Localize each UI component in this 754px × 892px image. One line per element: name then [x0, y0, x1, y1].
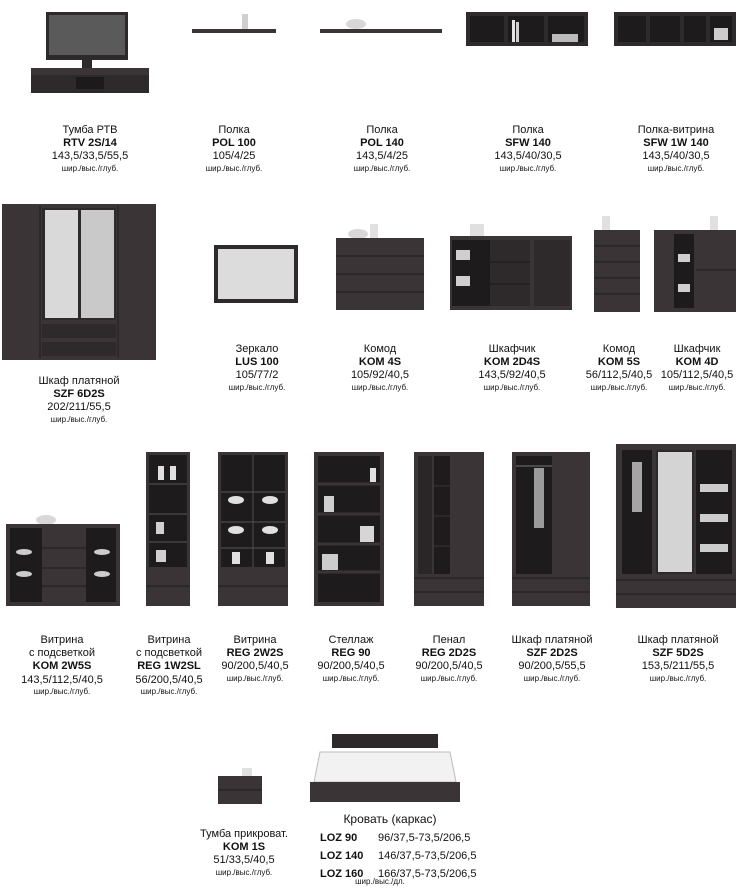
item-dims: 202/211/55,5: [47, 401, 111, 414]
caption-szf5d2s: [622, 634, 734, 683]
caption-reg1w2sl: [126, 634, 212, 696]
item-dims: 90/200,5/55,5: [518, 660, 586, 673]
lus100-mirror-image: [214, 245, 300, 305]
szf6d2s-wardrobe-image: [2, 204, 158, 362]
item-name: Пенал: [432, 634, 466, 646]
bed-title: [300, 812, 480, 826]
item-units: шир./выс./глуб.: [205, 163, 263, 173]
item-code: REG 90: [331, 647, 371, 660]
item-dims: 56/112,5/40,5: [585, 369, 653, 382]
item-units: шир./выс./глуб.: [33, 686, 91, 696]
caption-sfw1w140: [614, 124, 738, 173]
item-units: шир./выс./глуб.: [226, 673, 284, 683]
item-name: Шкаф платяной: [637, 634, 719, 646]
kom4s-dresser-image: [336, 218, 426, 312]
item-units: шир./выс./глуб.: [499, 163, 557, 173]
bed-sizes-table: [320, 829, 476, 883]
item-units: шир./выс./глуб.: [215, 867, 273, 877]
szf2d2s-wardrobe-image: [512, 452, 592, 608]
item-code: SZF 2D2S: [526, 647, 578, 660]
item-units: шир./выс./глуб.: [322, 673, 380, 683]
kom4d-cabinet-image: [654, 214, 738, 314]
item-name: Полка: [218, 124, 250, 136]
item-dims: 143,5/92/40,5: [478, 369, 546, 382]
item-dims: 143,5/112,5/40,5: [21, 673, 103, 686]
item-name: Полка: [512, 124, 544, 136]
item-code: KOM 4D: [675, 356, 719, 369]
bed-dims: 96/37,5-73,5/206,5: [378, 832, 471, 844]
item-dims: 105/77/2: [235, 369, 279, 382]
bed-dims: 146/37,5-73,5/206,5: [378, 850, 477, 862]
item-code: POL 100: [212, 137, 256, 150]
item-units: шир./выс./глуб.: [668, 382, 726, 392]
item-code: REG 2D2S: [421, 647, 477, 660]
caption-pol140: [320, 124, 444, 173]
bed-units-text: шир./выс./дл.: [355, 877, 405, 886]
item-name-line2: с подсветкой: [28, 647, 96, 660]
reg1w2sl-showcase-image: [146, 452, 192, 608]
item-code: LUS 100: [235, 356, 279, 369]
item-name: Витрина: [233, 634, 277, 646]
item-name: Шкаф платяной: [38, 375, 120, 387]
kom2w5s-showcase-image: [6, 512, 122, 608]
item-units: шир./выс./глуб.: [420, 673, 478, 683]
item-dims: 90/200,5/40,5: [221, 660, 289, 673]
caption-sfw140: [466, 124, 590, 173]
item-code: REG 1W2SL: [137, 660, 201, 673]
szf5d2s-wardrobe-image: [616, 444, 738, 610]
caption-kom4s: [320, 343, 440, 392]
item-code: KOM 2D4S: [483, 356, 541, 369]
item-code: REG 2W2S: [226, 647, 284, 660]
item-units: шир./выс./глуб.: [351, 382, 409, 392]
item-code: POL 140: [360, 137, 404, 150]
item-dims: 143,5/4/25: [356, 150, 408, 163]
bed-row: [320, 847, 476, 865]
caption-kom5s: [578, 343, 660, 392]
caption-rtv: [28, 124, 152, 173]
item-dims: 105/4/25: [212, 150, 256, 163]
caption-reg2w2s: [208, 634, 302, 683]
item-units: шир./выс./глуб.: [140, 686, 198, 696]
item-code: SZF 5D2S: [652, 647, 704, 660]
item-name: Шкафчик: [673, 343, 721, 355]
caption-szf2d2s: [500, 634, 604, 683]
item-dims: 56/200,5/40,5: [135, 673, 203, 686]
item-units: шир./выс./глуб.: [353, 163, 411, 173]
caption-reg90: [304, 634, 398, 683]
item-units: шир./выс./глуб.: [50, 414, 108, 424]
bed-dims: 166/37,5-73,5/206,5: [378, 868, 477, 880]
bed-units: [330, 877, 430, 887]
item-units: шир./выс./глуб.: [523, 673, 581, 683]
caption-reg2d2s: [402, 634, 496, 683]
item-units: шир./выс./глуб.: [483, 382, 541, 392]
bed-title-text: Кровать (каркас): [343, 812, 437, 826]
caption-kom4d: [656, 343, 738, 392]
item-code: SFW 140: [505, 137, 551, 150]
sfw1w140-shelf-image: [614, 12, 738, 48]
item-code: KOM 4S: [358, 356, 402, 369]
item-units: шир./выс./глуб.: [61, 163, 119, 173]
item-name: Стеллаж: [328, 634, 374, 646]
bed-code: LOZ 160: [320, 868, 364, 880]
caption-kom1s: [184, 828, 304, 877]
kom2d4s-cabinet-image: [450, 220, 574, 312]
item-name-line2: с подсветкой: [135, 647, 203, 660]
caption-kom2w5s: [4, 634, 120, 696]
item-dims: 90/200,5/40,5: [317, 660, 385, 673]
bed-code: LOZ 140: [320, 850, 364, 862]
bed-row: [320, 829, 476, 847]
item-code: SFW 1W 140: [643, 137, 709, 150]
item-name: Тумба РТВ: [62, 124, 118, 136]
item-units: шир./выс./глуб.: [590, 382, 648, 392]
pol140-shelf-image: [320, 16, 444, 36]
caption-lus100: [198, 343, 316, 392]
item-dims: 153,5/211/55,5: [641, 660, 715, 673]
item-dims: 105/112,5/40,5: [660, 369, 734, 382]
item-dims: 90/200,5/40,5: [415, 660, 483, 673]
caption-szf6d2s: [4, 375, 154, 424]
pol100-shelf-image: [192, 12, 278, 36]
item-name: Комод: [602, 343, 636, 355]
kom5s-dresser-image: [594, 214, 642, 314]
item-name: Витрина: [147, 634, 191, 646]
rtv-tv-stand-image: [28, 10, 152, 100]
item-units: шир./выс./глуб.: [647, 163, 705, 173]
item-dims: 143,5/40/30,5: [642, 150, 710, 163]
item-units: шир./выс./глуб.: [649, 673, 707, 683]
item-name: Шкаф платяной: [511, 634, 593, 646]
bed-code: LOZ 90: [320, 832, 358, 844]
reg2w2s-showcase-image: [218, 452, 290, 608]
loz-bed-image: [310, 734, 460, 806]
item-code: RTV 2S/14: [63, 137, 117, 150]
item-name: Шкафчик: [488, 343, 536, 355]
item-name: Тумба прикроват.: [200, 828, 288, 840]
item-code: KOM 5S: [597, 356, 641, 369]
item-name: Зеркало: [235, 343, 279, 355]
item-dims: 143,5/33,5/55,5: [51, 150, 129, 163]
item-name: Комод: [363, 343, 397, 355]
sfw140-shelf-image: [466, 12, 590, 48]
item-code: SZF 6D2S: [53, 388, 105, 401]
item-dims: 143,5/40/30,5: [494, 150, 562, 163]
caption-pol100: [172, 124, 296, 173]
reg90-bookshelf-image: [314, 452, 386, 608]
item-dims: 51/33,5/40,5: [213, 854, 275, 867]
item-dims: 105/92/40,5: [350, 369, 410, 382]
item-name: Витрина: [40, 634, 84, 646]
caption-kom2d4s: [452, 343, 572, 392]
item-units: шир./выс./глуб.: [228, 382, 286, 392]
item-name: Полка: [366, 124, 398, 136]
kom1s-nightstand-image: [218, 766, 264, 808]
reg2d2s-tall-cabinet-image: [414, 452, 486, 608]
item-name: Полка-витрина: [637, 124, 715, 136]
item-code: KOM 1S: [222, 841, 266, 854]
item-code: KOM 2W5S: [32, 660, 92, 673]
